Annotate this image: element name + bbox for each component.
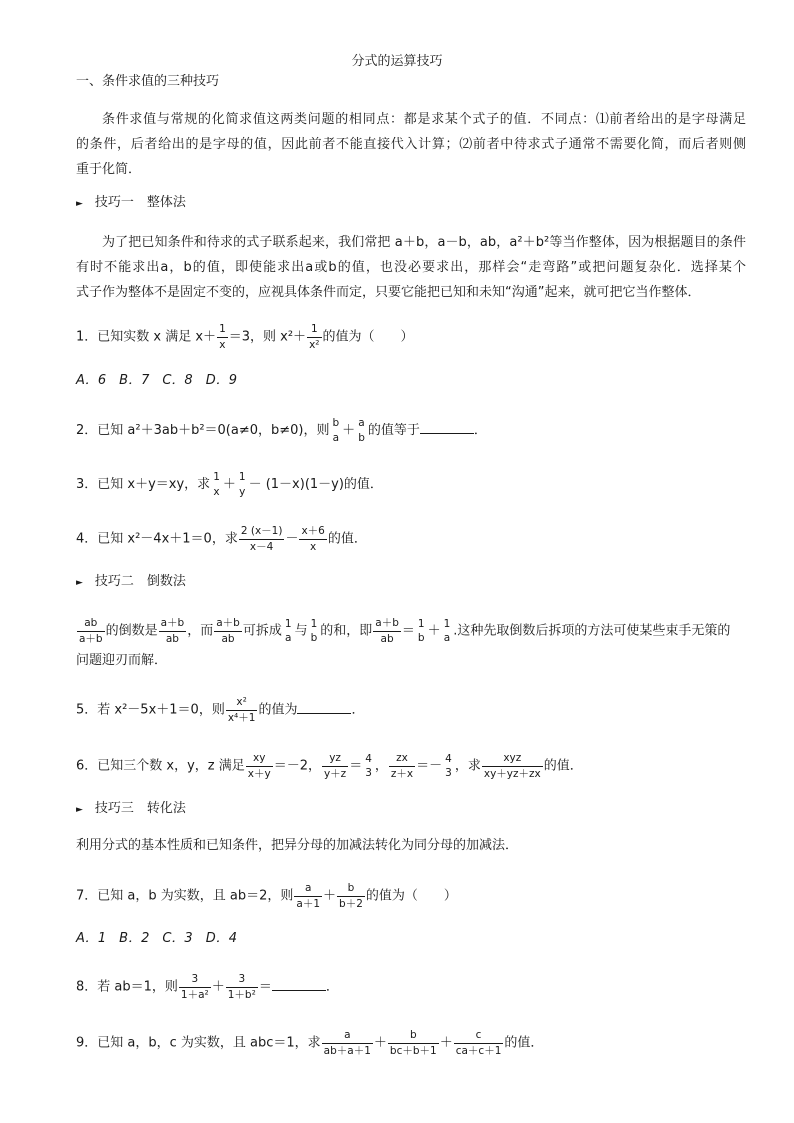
fraction-denominator: x	[219, 338, 226, 351]
fraction	[482, 753, 543, 779]
text-segment: 8．若 ab＝1，则	[76, 979, 178, 995]
text-segment: 6．已知三个数 x，y，z 满足	[76, 758, 245, 774]
fraction-numerator: yz	[322, 753, 348, 767]
intro-paragraph	[76, 107, 746, 182]
text-segment: 1．已知实数 x 满足 x＋	[76, 329, 217, 345]
fraction-numerator: c	[454, 1030, 504, 1044]
question-1	[76, 324, 414, 350]
fraction-numerator: a	[294, 883, 322, 897]
question-7	[76, 883, 457, 909]
fraction-denominator: x²	[309, 338, 320, 351]
text-segment: ，	[374, 758, 388, 774]
fraction-denominator: a＋b	[79, 632, 103, 645]
question-6	[76, 753, 583, 779]
tip1-heading	[76, 193, 186, 214]
text-segment: ．	[473, 423, 487, 438]
answer-blank	[297, 701, 351, 714]
text-segment: 的值为（ ）	[322, 329, 414, 345]
fraction-denominator: b＋2	[339, 897, 363, 910]
text-segment: ．	[351, 702, 365, 718]
fraction	[388, 1030, 439, 1056]
fraction	[373, 618, 401, 644]
fraction-denominator: x	[213, 485, 220, 498]
fraction-denominator: a＋1	[296, 897, 321, 910]
fraction-denominator: 3	[445, 767, 452, 779]
fraction-denominator: a	[332, 431, 340, 444]
fraction-numerator: 3	[179, 974, 211, 988]
fraction	[322, 1030, 373, 1056]
fraction	[239, 526, 285, 552]
fraction-numerator: 4	[365, 752, 372, 765]
fraction-denominator: ca＋c＋1	[455, 1044, 502, 1057]
fraction-numerator: a＋b	[373, 618, 401, 632]
page-title: 分式的运算技巧	[351, 54, 443, 69]
text-segment: 7．已知 a，b 为实数，且 ab＝2，则	[76, 888, 294, 904]
fraction	[443, 754, 454, 779]
triangle-bullet-icon: ►	[76, 805, 83, 815]
text-segment: ＝	[258, 979, 272, 995]
fraction-numerator: 1	[310, 617, 318, 630]
fraction-numerator: b	[388, 1030, 439, 1044]
tip1-line-3: 式子作为整体不是固定不变的，应视具体条件而定，只要它能把已知和未知“沟通”起来，就可把它当作整体．	[76, 285, 701, 300]
fraction-numerator: 1	[217, 324, 228, 338]
text-segment: 与	[294, 623, 308, 639]
fraction-numerator: 1	[238, 471, 246, 483]
intro-line-3: 重于化简．	[76, 162, 142, 177]
text-segment: ＋	[342, 423, 356, 438]
fraction-denominator: ab	[165, 632, 179, 645]
text-segment: 的值等于	[367, 423, 420, 438]
fraction-numerator: 3	[226, 974, 258, 988]
fraction	[214, 618, 242, 644]
fraction-denominator: x－4	[249, 540, 274, 553]
answer-blank	[420, 421, 474, 434]
fraction-denominator: x⁴＋1	[227, 711, 256, 724]
fraction-numerator: 1	[307, 324, 321, 338]
text-segment: 的倒数是	[105, 623, 158, 639]
fraction-denominator: a	[443, 632, 451, 644]
tip1-line-2: 有时不能求出a，b的值，即使能求出a或b的值，也没必要求出，那样会“走弯路”或把问题复杂化．选择某个	[76, 260, 746, 275]
text-segment: ，求	[454, 758, 481, 774]
text-segment: ＋	[427, 623, 441, 639]
fraction-numerator: 1	[443, 617, 451, 630]
text-segment: 4．已知 x²－4x＋1＝0，求	[76, 531, 238, 547]
question-5	[76, 697, 364, 723]
fraction-numerator: b	[337, 883, 365, 897]
fraction-denominator: 1＋b²	[227, 988, 256, 1001]
text-segment: 技巧一 整体法	[94, 195, 186, 210]
fraction	[159, 618, 187, 644]
fraction	[283, 619, 294, 644]
text-segment: 的和，即	[320, 623, 373, 639]
fraction-numerator: 1	[284, 617, 292, 630]
fraction-denominator: y	[239, 485, 246, 498]
tip1-paragraph	[76, 230, 746, 305]
text-segment: ＝－	[416, 758, 443, 774]
fraction-denominator: xy＋yz＋zx	[483, 767, 541, 780]
text-segment: ＝－2，	[273, 758, 321, 774]
fraction-numerator: a	[358, 417, 365, 429]
fraction	[337, 883, 365, 909]
fraction	[416, 619, 427, 644]
fraction	[226, 974, 258, 1000]
fraction-denominator: ab	[380, 632, 394, 645]
fraction	[454, 1030, 504, 1056]
fraction	[294, 883, 322, 909]
text-segment: ＋	[211, 979, 225, 995]
question-2	[76, 418, 487, 443]
tip3-line-1: 利用分式的基本性质和已知条件，把异分母的加减法转化为同分母的加减法．	[76, 838, 519, 853]
fraction-denominator: x	[310, 540, 317, 553]
text-segment: 9．已知 a，b，c 为实数，且 abc＝1，求	[76, 1035, 321, 1051]
fraction-numerator: a＋b	[159, 618, 187, 632]
fraction-numerator: a	[322, 1030, 373, 1044]
text-segment: 3．已知 x＋y＝xy，求	[76, 477, 211, 492]
fraction-denominator: b	[358, 431, 365, 444]
fraction	[363, 754, 374, 779]
fraction-numerator: xy	[246, 753, 273, 767]
triangle-bullet-icon: ►	[76, 578, 83, 588]
fraction	[217, 324, 228, 350]
fraction	[237, 472, 248, 497]
text-segment: ＋	[439, 1035, 453, 1051]
text-segment: 技巧二 倒数法	[94, 574, 186, 589]
triangle-bullet-icon: ►	[76, 199, 83, 209]
fraction	[77, 618, 105, 644]
text-segment: ＝	[401, 623, 415, 639]
text-segment: .这种先取倒数后拆项的方法可使某些束手无策的	[453, 623, 731, 639]
fraction-numerator: 1	[213, 471, 220, 483]
text-segment: 的值．	[504, 1035, 544, 1051]
text-segment: 2．已知 a²＋3ab＋b²＝0(a≠0，b≠0)，则	[76, 423, 330, 438]
tip1-line-1: 为了把已知条件和待求的式子联系起来，我们常把 a＋b，a－b，ab，a²＋b²等当作整体，因为根据题目的条件	[102, 235, 746, 250]
fraction-denominator: 3	[365, 767, 372, 779]
text-segment: 5．若 x²－5x＋1＝0，则	[76, 702, 225, 718]
fraction-numerator: ab	[77, 618, 105, 632]
fraction-numerator: x²	[226, 697, 258, 711]
fraction-denominator: ab＋a＋1	[323, 1044, 371, 1057]
text-segment: －	[285, 531, 299, 547]
text-segment: 技巧三 转化法	[94, 801, 186, 816]
fraction	[309, 619, 320, 644]
fraction	[179, 974, 211, 1000]
fraction-numerator: 1	[417, 617, 425, 630]
question-3	[76, 472, 383, 497]
fraction-numerator: b	[332, 417, 340, 429]
fraction-numerator: x＋6	[299, 526, 326, 540]
question-8	[76, 974, 339, 1000]
text-segment: 的值．	[327, 531, 367, 547]
text-segment: ＋	[373, 1035, 387, 1051]
question-4	[76, 526, 367, 552]
question-9	[76, 1030, 543, 1056]
text-segment: 的值为（ ）	[365, 888, 457, 904]
text-segment: － (1－x)(1－y)的值．	[248, 477, 383, 492]
text-segment: ＋	[222, 477, 236, 492]
fraction-denominator: bc＋b＋1	[389, 1044, 437, 1057]
fraction	[226, 697, 258, 723]
text-segment: ＋	[323, 888, 337, 904]
intro-line-2: 的条件，后者给出的是字母的值，因此前者不能直接代入计算；⑵前者中待求式子通常不需要化简，而后者则侧	[76, 137, 746, 152]
text-segment: ，而	[187, 623, 214, 639]
question-1-options: A．6 B．7 C．8 D．9	[76, 373, 237, 388]
fraction-numerator: zx	[389, 753, 415, 767]
fraction-numerator: a＋b	[214, 618, 242, 632]
text-segment: ．	[325, 979, 339, 995]
intro-line-1: 条件求值与常规的化简求值这两类问题的相同点：都是求某个式子的值．不同点：⑴前者给出的是字母满足	[102, 112, 746, 127]
tip3-heading	[76, 799, 186, 820]
text-segment: ＝3，则 x²＋	[228, 329, 307, 345]
text-segment: ＝	[349, 758, 363, 774]
fraction-denominator: a	[285, 632, 292, 644]
fraction-denominator: z＋x	[390, 767, 414, 780]
fraction-numerator: 4	[445, 752, 452, 765]
text-segment: 可拆成	[242, 623, 282, 639]
fraction-denominator: b	[417, 632, 425, 644]
fraction-denominator: x＋y	[247, 767, 271, 780]
fraction-denominator: b	[310, 632, 318, 644]
fraction-numerator: xyz	[482, 753, 543, 767]
fraction	[331, 418, 342, 443]
question-7-options: A．1 B．2 C．3 D．4	[76, 931, 237, 946]
text-segment: 的值．	[543, 758, 583, 774]
answer-blank	[272, 978, 326, 991]
fraction-denominator: ab	[221, 632, 235, 645]
fraction	[356, 418, 367, 443]
fraction	[442, 619, 453, 644]
tip2-line-2: 问题迎刃而解．	[76, 653, 168, 668]
fraction	[322, 753, 348, 779]
tip2-heading	[76, 572, 186, 593]
section-heading: 一、条件求值的三种技巧	[76, 74, 220, 89]
text-segment: 的值为	[258, 702, 298, 718]
fraction	[307, 324, 321, 350]
fraction	[246, 753, 273, 779]
fraction-numerator: 2 (x－1)	[239, 526, 285, 540]
fraction	[211, 472, 222, 497]
fraction-denominator: y＋z	[323, 767, 347, 780]
fraction	[389, 753, 415, 779]
fraction-denominator: 1＋a²	[180, 988, 209, 1001]
tip2-line-1	[76, 618, 730, 644]
fraction	[299, 526, 326, 552]
